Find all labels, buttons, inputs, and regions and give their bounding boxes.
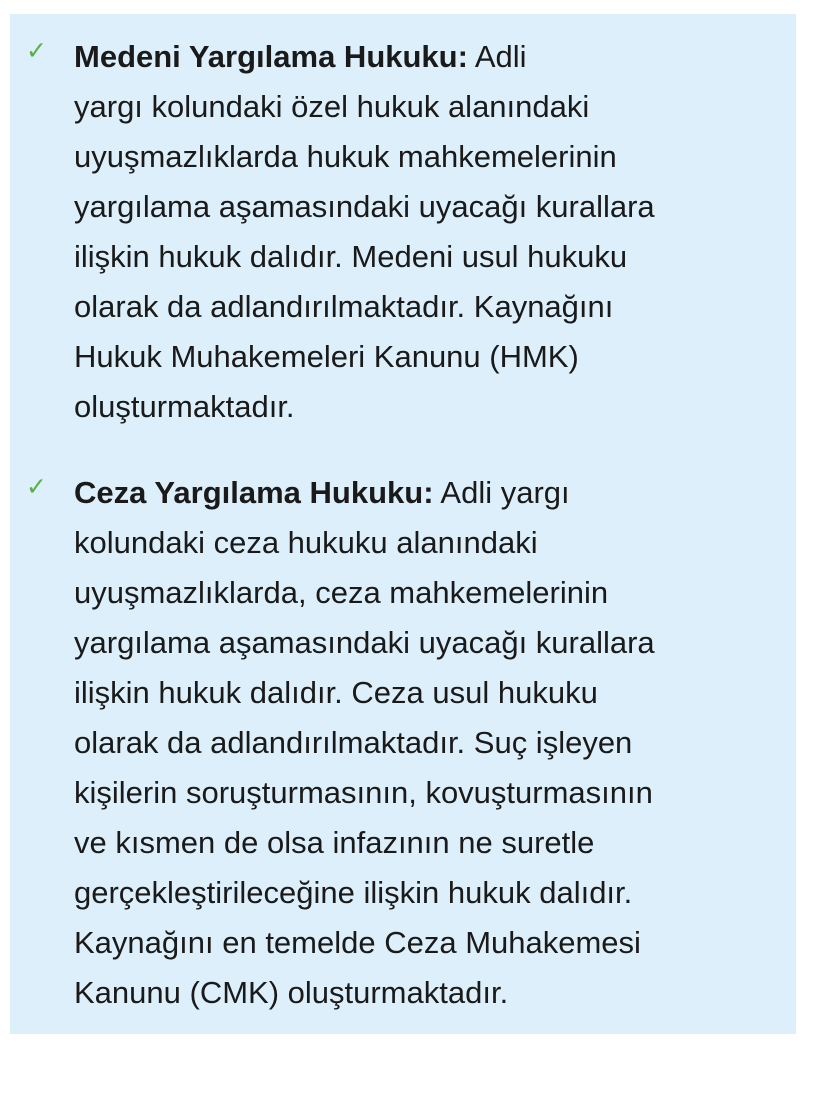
item-text xyxy=(74,468,788,1018)
item-first-line xyxy=(74,468,788,518)
item-line: Hukuk Muhakemeleri Kanunu (HMK) xyxy=(74,339,579,374)
item-line: kolundaki ceza hukuku alanındaki xyxy=(74,525,538,560)
item-line: Adli yargı xyxy=(440,475,570,510)
item-line: olarak da adlandırılmaktadır. Suç işleyen xyxy=(74,725,633,760)
item-line: oluşturmaktadır. xyxy=(74,389,295,424)
info-panel xyxy=(10,14,796,1034)
item-first-line xyxy=(74,32,788,82)
item-line: Kanunu (CMK) oluşturmaktadır. xyxy=(74,975,509,1010)
item-line: kişilerin soruşturmasının, kovuşturmasının xyxy=(74,775,653,810)
item-line: uyuşmazlıklarda hukuk mahkemelerinin xyxy=(74,139,617,174)
item-line: ve kısmen de olsa infazının ne suretle xyxy=(74,825,595,860)
item-line: yargılama aşamasındaki uyacağı kurallara xyxy=(74,189,655,224)
item-line: yargılama aşamasındaki uyacağı kurallara xyxy=(74,625,655,660)
item-line: olarak da adlandırılmaktadır. Kaynağını xyxy=(74,289,614,324)
item-term: Ceza Yargılama Hukuku: xyxy=(74,475,434,510)
item-line: uyuşmazlıklarda, ceza mahkemelerinin xyxy=(74,575,609,610)
item-line: ilişkin hukuk dalıdır. Ceza usul hukuku xyxy=(74,675,598,710)
checkmark-icon: ✓ xyxy=(26,36,47,65)
item-line: Kaynağını en temelde Ceza Muhakemesi xyxy=(74,925,641,960)
item-line: ilişkin hukuk dalıdır. Medeni usul hukuku xyxy=(74,239,628,274)
item-line: gerçekleştirileceğine ilişkin hukuk dalıdır. xyxy=(74,875,633,910)
item-line: Adli xyxy=(474,39,527,74)
item-line: yargı kolundaki özel hukuk alanındaki xyxy=(74,89,590,124)
checkmark-icon: ✓ xyxy=(26,472,47,501)
item-term: Medeni Yargılama Hukuku: xyxy=(74,39,468,74)
item-text xyxy=(74,32,788,432)
